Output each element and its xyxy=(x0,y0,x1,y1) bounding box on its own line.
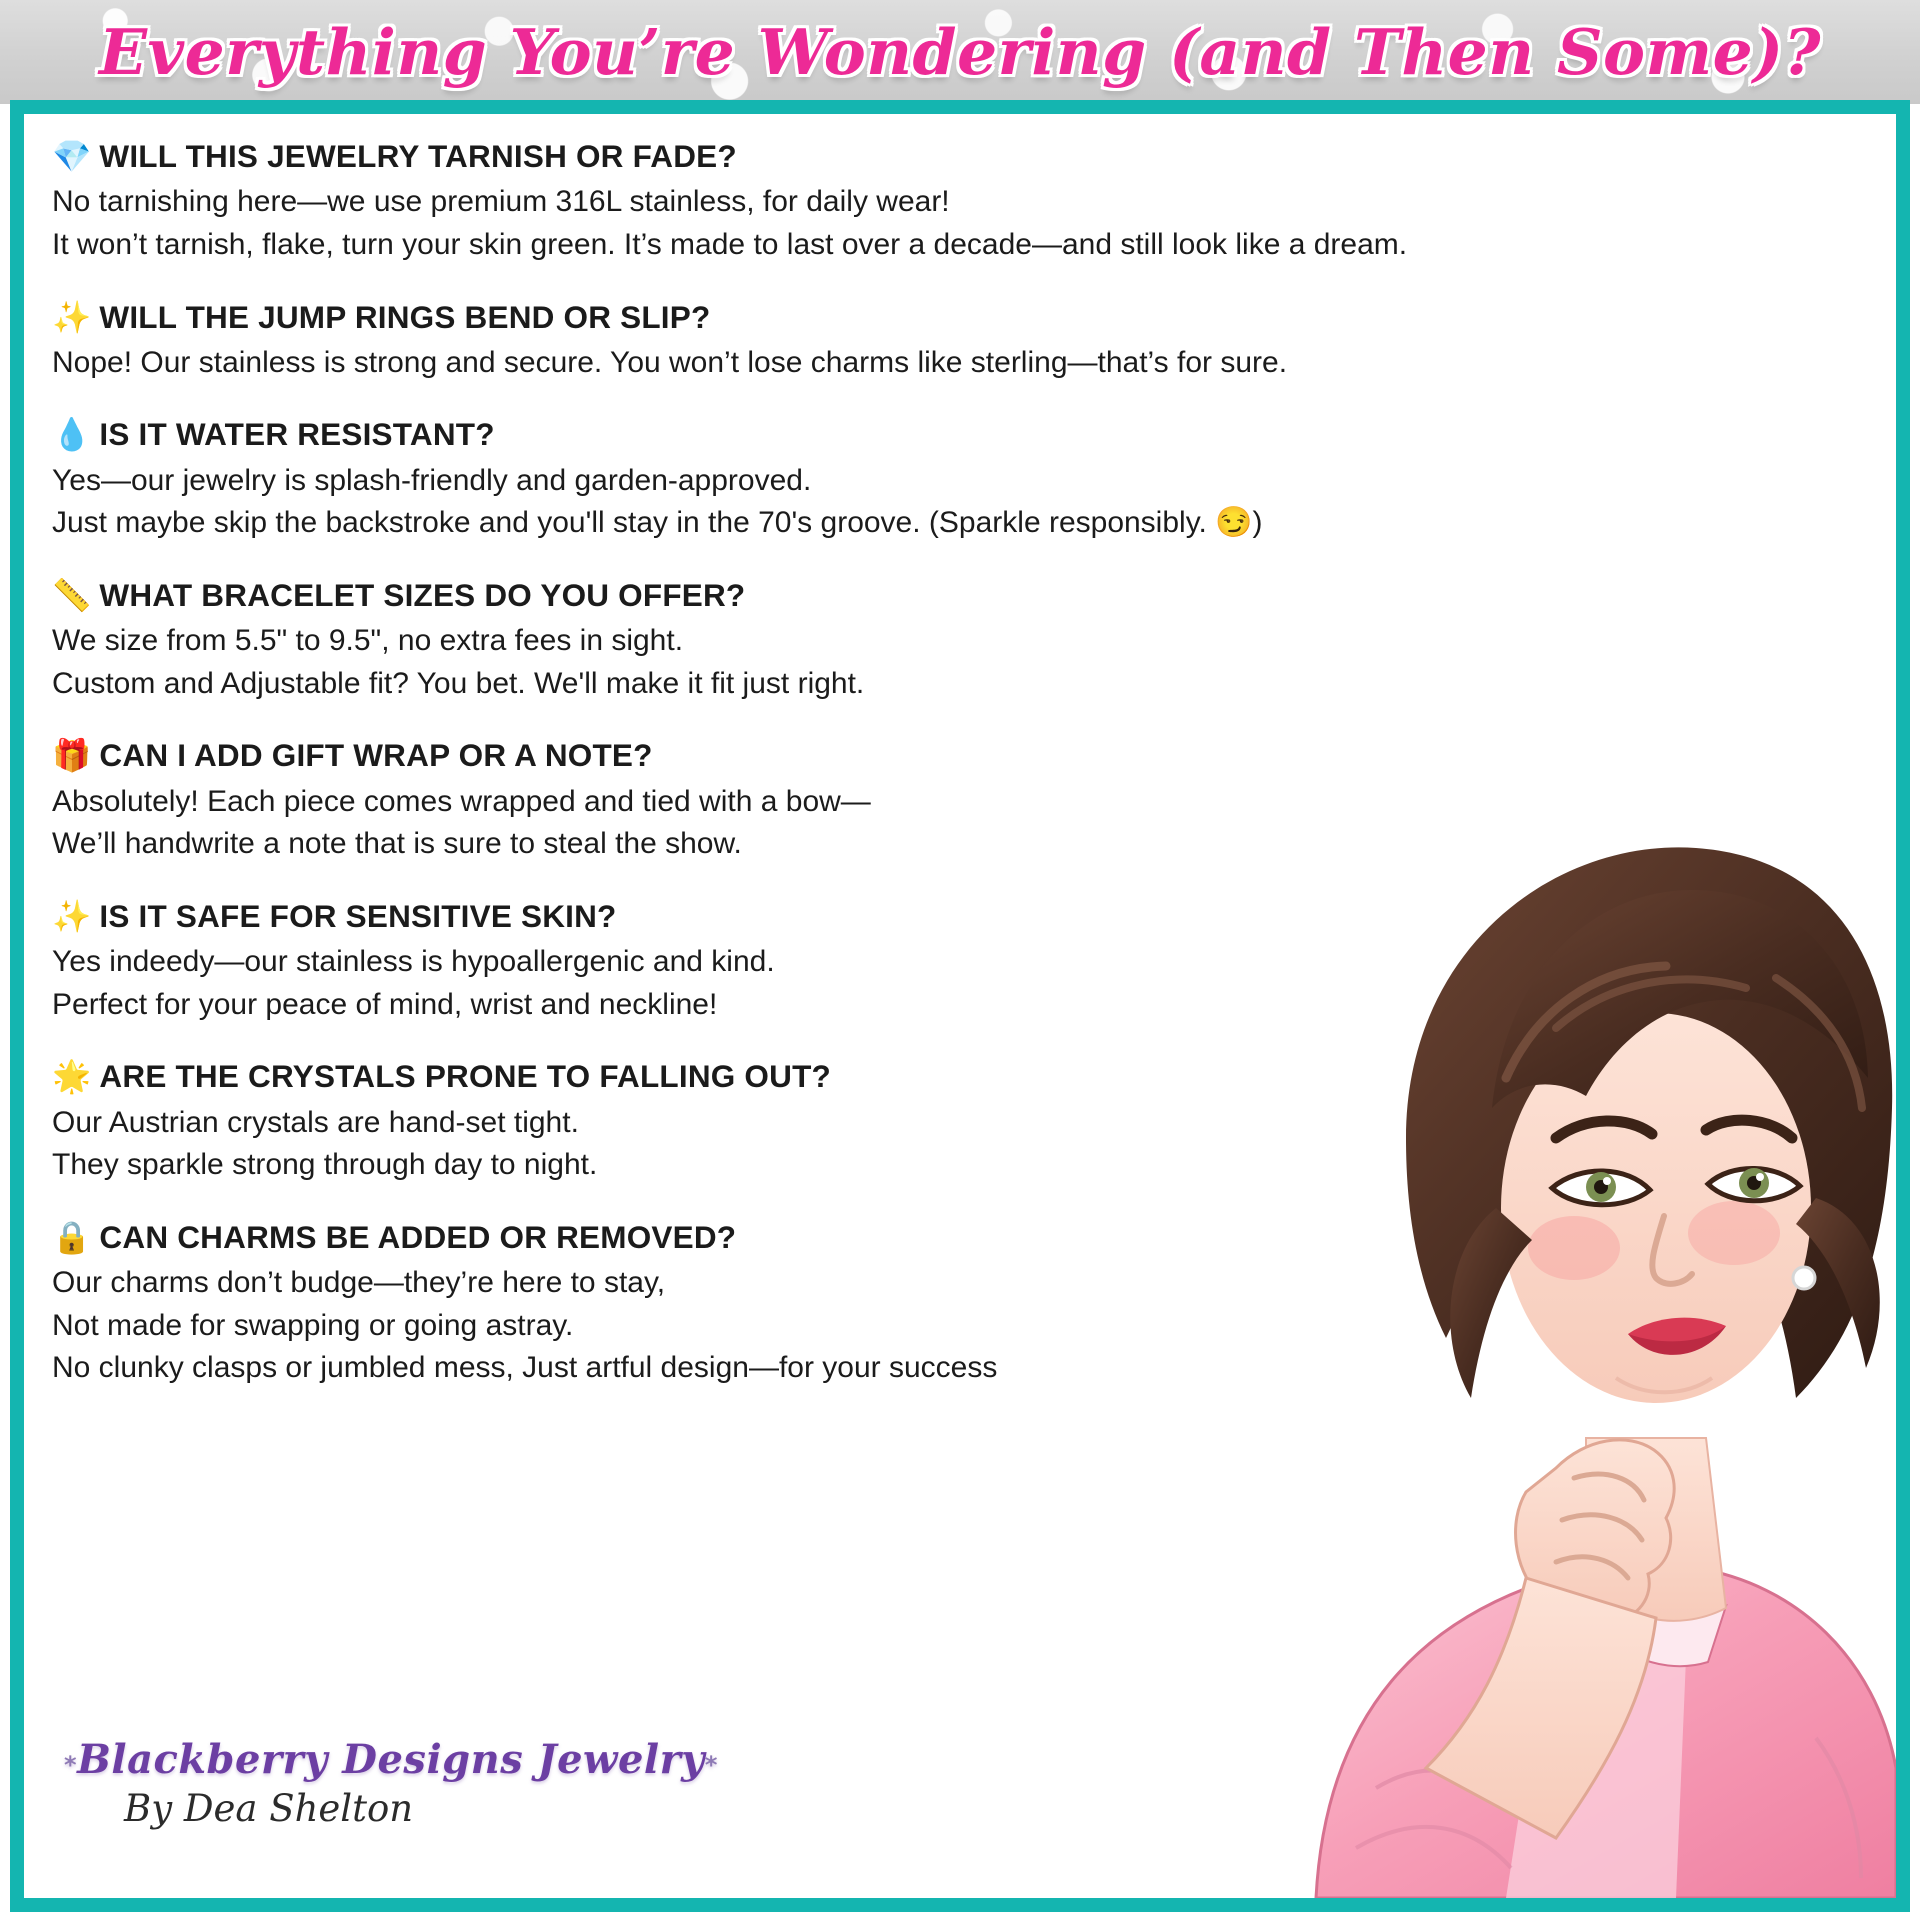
faq-item xyxy=(52,1056,1872,1187)
faq-question-text: WHAT BRACELET SIZES DO YOU OFFER? xyxy=(99,576,746,613)
brand-name-row xyxy=(64,1736,718,1783)
faq-item xyxy=(52,136,1872,267)
faq-question-text: CAN I ADD GIFT WRAP OR A NOTE? xyxy=(99,737,653,774)
faq-question-text: WILL THIS JEWELRY TARNISH OR FADE? xyxy=(99,138,737,174)
faq-answer-line: Yes indeedy—our stainless is hypoallergenic and kind. xyxy=(52,945,775,979)
header-banner xyxy=(0,0,1920,104)
faq-answer-line: It won’t tarnish, flake, turn your skin green. It’s made to last over a decade—and still look like a dream. xyxy=(52,227,1408,261)
star-icon: 🌟 xyxy=(52,1059,92,1096)
faq-question xyxy=(52,575,1872,616)
faq-question xyxy=(52,136,1872,177)
faq-answer-line: Not made for swapping or going astray. xyxy=(52,1308,574,1342)
faq-answer-line: Our Austrian crystals are hand-set tight. xyxy=(52,1105,579,1139)
faq-answer-line: Perfect for your peace of mind, wrist and neckline! xyxy=(52,987,718,1021)
faq-answer-line: Custom and Adjustable fit? You bet. We'll make it fit just right. xyxy=(52,666,865,700)
lock-icon: 🔒 xyxy=(52,1219,92,1256)
faq-answer-line: They sparkle strong through day to night. xyxy=(52,1148,598,1182)
faq-question-text: IS IT SAFE FOR SENSITIVE SKIN? xyxy=(99,897,617,934)
logo-star-left: * xyxy=(64,1751,78,1779)
faq-question-text: WILL THE JUMP RINGS BEND OR SLIP? xyxy=(99,298,711,335)
faq-question-text: ARE THE CRYSTALS PRONE TO FALLING OUT? xyxy=(99,1058,831,1095)
faq-question xyxy=(52,896,1872,937)
faq-question-text: CAN CHARMS BE ADDED OR REMOVED? xyxy=(99,1218,737,1255)
brand-byline: By Dea Shelton xyxy=(124,1787,414,1830)
faq-item xyxy=(52,297,1872,385)
faq-answer-line: No clunky clasps or jumbled mess, Just artful design—for your success xyxy=(52,1351,998,1385)
gem-icon: 💎 xyxy=(52,139,92,175)
faq-item xyxy=(52,896,1872,1027)
faq-question xyxy=(52,297,1872,338)
gift-icon: 🎁 xyxy=(52,738,92,775)
logo-star-right: * xyxy=(704,1751,718,1779)
faq-question xyxy=(52,735,1872,776)
water-drop-icon: 💧 xyxy=(52,417,92,454)
faq-answer-line: Nope! Our stainless is strong and secure. You won’t lose charms like sterling—that’s for sure. xyxy=(52,345,1288,379)
sparkles-icon: ✨ xyxy=(52,898,92,935)
faq-answer-line: Our charms don’t budge—they’re here to stay, xyxy=(52,1266,666,1300)
brand-logo xyxy=(64,1736,718,1876)
faq-question xyxy=(52,1056,1872,1097)
faq-answer-line: We size from 5.5" to 9.5", no extra fees in sight. xyxy=(52,624,684,658)
sparkles-icon: ✨ xyxy=(52,299,92,336)
ruler-icon: 📏 xyxy=(52,577,92,614)
brand-name: Blackberry Designs Jewelry xyxy=(77,1736,705,1783)
faq-answer-line: No tarnishing here—we use premium 316L stainless, for daily wear! xyxy=(52,185,950,219)
faq-item xyxy=(52,735,1872,866)
content-frame xyxy=(10,100,1910,1912)
faq-question xyxy=(52,1217,1872,1258)
faq-answer-line: Yes—our jewelry is splash-friendly and garden-approved. xyxy=(52,463,812,497)
page-title: Everything You’re Wondering (and Then Some)? xyxy=(99,15,1821,89)
faq-answer-line: Just maybe skip the backstroke and you'll stay in the 70's groove. (Sparkle responsibly. 😏) xyxy=(52,506,1263,540)
faq-item xyxy=(52,414,1872,545)
faq-question-text: IS IT WATER RESISTANT? xyxy=(99,416,495,453)
faq-list xyxy=(52,136,1872,1888)
faq-question xyxy=(52,414,1872,455)
faq-answer-line: Absolutely! Each piece comes wrapped and tied with a bow— xyxy=(52,784,871,818)
faq-answer-line: We’ll handwrite a note that is sure to steal the show. xyxy=(52,827,742,861)
faq-item xyxy=(52,1217,1872,1390)
faq-item xyxy=(52,575,1872,706)
